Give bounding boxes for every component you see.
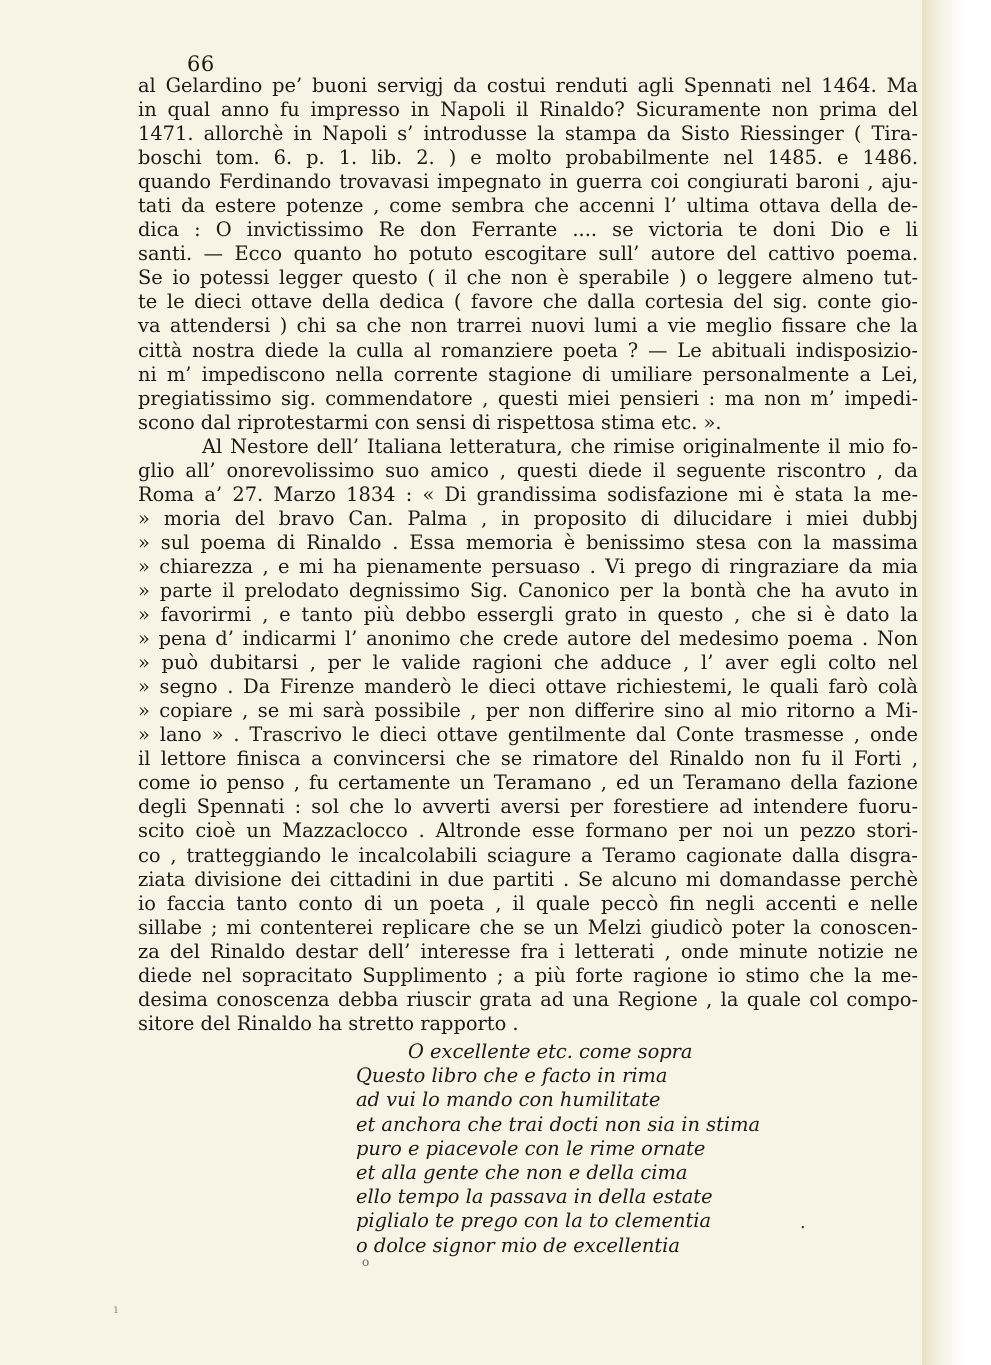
text-line: degli Spennati : sol che lo avverti aversi per forestiere ad intendere fuoru- (138, 795, 918, 819)
page-edge-shadow (922, 0, 991, 1365)
text-line: tati da estere potenze , come sembra che accenni l’ ultima ottava della de- (138, 194, 918, 218)
text-line: ziata divisione dei cittadini in due partiti . Se alcuno mi domandasse perchè (138, 867, 918, 891)
verse-line: piglialo te prego con la to clementia (356, 1209, 712, 1233)
body-text (138, 74, 918, 1036)
text-line: io faccia tanto conto di un poeta , il quale peccò fin negli accenti e nelle (138, 891, 918, 915)
text-line: » sul poema di Rinaldo . Essa memoria è benissimo stesa con la massima (138, 530, 918, 554)
text-line: santi. — Ecco quanto ho potuto escogitare sull’ autore del cattivo poema. (138, 242, 918, 266)
text-line: scito cioè un Mazzaclocco . Altronde esse formano per noi un pezzo stori- (138, 819, 918, 843)
text-line: il lettore finisca a convincersi che se rimatore del Rinaldo non fu il Forti , (138, 747, 918, 771)
text-line: sitore del Rinaldo ha stretto rapporto . (138, 1011, 519, 1035)
text-line: co , tratteggiando le incalcolabili sciagure a Teramo cagionate dalla disgra- (138, 843, 918, 867)
text-line: come io penso , fu certamente un Teramano , ed un Teramano della fazione (138, 771, 918, 795)
text-line: » parte il prelodato degnissimo Sig. Canonico per la bontà che ha avuto in (138, 578, 918, 602)
verse-block (356, 1040, 816, 1258)
verse-line: o dolce signor mio de excellentia (356, 1233, 680, 1257)
text-line: » lano » . Trascrivo le dieci ottave gentilmente dal Conte trasmesse , onde (138, 723, 918, 747)
text-line: za del Rinaldo destar dell’ interesse fra i letterati , onde minute notizie ne (138, 939, 918, 963)
text-line: città nostra diede la culla al romanziere poeta ? — Le abituali indisposizio- (138, 338, 918, 362)
page-number: 66 (187, 52, 215, 76)
text-line: glio all’ onorevolissimo suo amico , questi diede il seguente riscontro , da (138, 458, 918, 482)
text-line: boschi tom. 6. p. 1. lib. 2. ) e molto probabilmente nel 1485. e 1486. (138, 146, 918, 170)
verse-line: et alla gente che non e della cima (356, 1160, 688, 1184)
verse-line: ello tempo la passava in della estate (356, 1185, 713, 1209)
text-line: pregiatissimo sig. commendatore , questi miei pensieri : ma non m’ impedi- (138, 386, 918, 410)
text-line: desima conoscenza debba riuscir grata ad una Regione , la quale col compo- (138, 987, 918, 1011)
text-line: va attendersi ) chi sa che non trarrei nuovi lumi a vie meglio fissare che la (138, 314, 918, 338)
text-line: te le dieci ottave della dedica ( favore che dalla cortesia del sig. conte gio- (138, 290, 918, 314)
text-line: quando Ferdinando trovavasi impegnato in guerra coi congiurati baroni , aju- (138, 170, 918, 194)
text-line: in qual anno fu impresso in Napoli il Rinaldo? Sicuramente non prima del (138, 98, 918, 122)
text-line: 1471. allorchè in Napoli s’ introdusse la stampa da Sisto Riessinger ( Tira- (138, 122, 918, 146)
text-line: sillabe ; mi contenterei replicare che se un Melzi giudicò poter la conoscen- (138, 915, 918, 939)
text-line: » pena d’ indicarmi l’ anonimo che crede autore del medesimo poema . Non (138, 627, 918, 651)
text-line: » moria del bravo Can. Palma , in proposito di dilucidare i miei dubbj (138, 506, 918, 530)
text-line: diede nel sopracitato Supplimento ; a più forte ragione io stimo che la me- (138, 963, 918, 987)
text-line: » copiare , se mi sarà possibile , per non differire sino al mio ritorno a Mi- (138, 699, 918, 723)
text-line: Roma a’ 27. Marzo 1834 : « Di grandissima sodisfazione mi è stata la me- (138, 482, 918, 506)
text-line: » chiarezza , e mi ha pienamente persuaso . Vi prego di ringraziare da mia (138, 554, 918, 578)
text-line: al Gelardino pe’ buoni servigj da costui renduti agli Spennati nel 1464. Ma (138, 74, 918, 97)
verse-line: puro e piacevole con le rime ornate (356, 1136, 706, 1160)
text-line: dica : O invictissimo Re don Ferrante .... se victoria te doni Dio e li (138, 218, 918, 242)
text-line: » può dubitarsi , per le valide ragioni che adduce , l’ aver egli colto nel (138, 651, 918, 675)
verse-line: O excellente etc. come sopra (408, 1040, 693, 1063)
text-line: scono dal riprotestarmi con sensi di rispettosa stima etc. ». (138, 410, 722, 434)
text-line: Se io potessi legger questo ( il che non è sperabile ) o leggere almeno tut- (138, 266, 918, 290)
text-line: » segno . Da Firenze manderò le dieci ottave richiestemi, le quali farò colà (138, 675, 918, 699)
ink-speck: . (800, 1212, 806, 1233)
verse-line: ad vui lo mando con humilitate (356, 1088, 661, 1112)
ink-speck: ı (114, 1302, 118, 1316)
text-line: ni m’ impediscono nella corrente stagione di umiliare personalmente a Lei, (138, 362, 918, 386)
ink-speck: o (362, 1255, 370, 1269)
verse-line: Questo libro che e facto in rima (356, 1064, 668, 1088)
verse-line: et anchora che trai docti non sia in stima (356, 1112, 761, 1136)
text-line: Al Nestore dell’ Italiana letteratura, che rimise originalmente il mio fo- (202, 434, 918, 458)
text-line: » favorirmi , e tanto più debbo essergli grato in questo , che si è dato la (138, 603, 918, 627)
